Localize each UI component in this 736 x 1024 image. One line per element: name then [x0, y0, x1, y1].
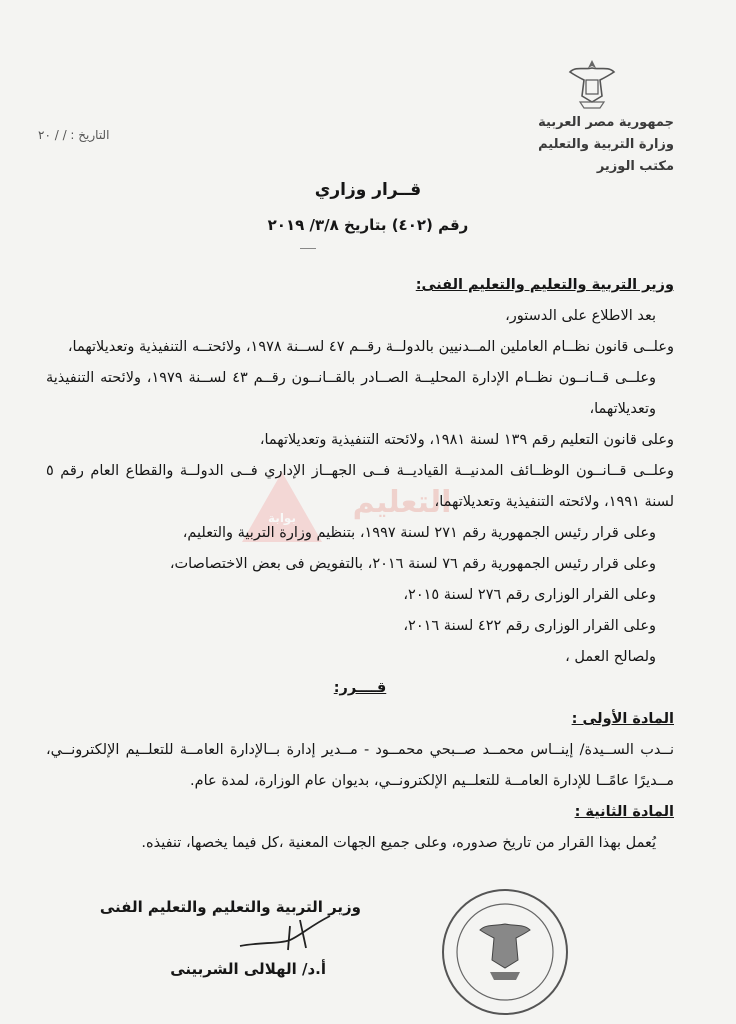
- preamble-line: وعلى قرار رئيس الجمهورية رقم ٧٦ لسنة ٢٠١٦، بالتفويض فى بعض الاختصاصات،: [169, 556, 656, 572]
- divider: [300, 248, 316, 249]
- article-1-text: نــدب الســيدة/ إينــاس محمــد صــبحي محمــود - مــدير إدارة بــالإدارة العامــة للتعلــيم الإلكترونــي، مــديرًا عامًــا للإدارة العامــة للتعلــيم الإلكترونــي، بديوان عام الوزارة، لمدة عام.: [46, 742, 674, 789]
- letterhead-country: جمهورية مصر العربية: [538, 115, 674, 130]
- article-1-title: المادة الأولى :: [571, 711, 674, 727]
- signatory-name: أ.د/ الهلالى الشربينى: [170, 960, 326, 978]
- preamble-line: وعلى القرار الوزارى رقم ٤٢٢ لسنة ٢٠١٦،: [403, 618, 656, 634]
- letterhead: [534, 112, 674, 178]
- preamble-line: وعلــى قانون نظــام العاملين المــدنيين بالدولــة رقــم ٤٧ لســنة ١٩٧٨، ولائحتــه التنفيذية وتعديلاتهما،: [67, 339, 674, 355]
- letterhead-office: مكتب الوزير: [596, 159, 674, 174]
- eagle-emblem-icon: [566, 56, 618, 112]
- preamble-line: وعلى القرار الوزارى رقم ٢٧٦ لسنة ٢٠١٥،: [403, 587, 656, 603]
- preamble-line: وعلــى قــانــون الوظــائف المدنيــة القياديــة فــى الجهــاز الإداري فــى الدولــة والقطاع العام رقم ٥ لسنة ١٩٩١، ولائحته التنفيذية وتعديلاتهما،: [46, 463, 674, 510]
- minister-heading: وزير التربية والتعليم والتعليم الفنى:: [415, 277, 674, 293]
- decree-title: قــرار وزاري: [314, 180, 422, 200]
- date-field: التاريخ : / / ٢٠: [38, 128, 110, 142]
- handwritten-signature: [230, 906, 340, 956]
- decree-body: [46, 270, 674, 859]
- article-2-title: المادة الثانية :: [574, 804, 674, 820]
- watermark-text: التعليم: [352, 485, 452, 520]
- article-2-text: يُعمل بهذا القرار من تاريخ صدوره، وعلى جميع الجهات المعنية ،كل فيما يخصها، تنفيذه.: [141, 835, 656, 851]
- official-seal-icon: [420, 880, 590, 1020]
- signatory-title: وزير التربية والتعليم والتعليم الفنى: [99, 898, 361, 916]
- preamble-line: وعلى قرار رئيس الجمهورية رقم ٢٧١ لسنة ١٩٩٧، بتنظيم وزارة التربية والتعليم،: [182, 525, 656, 541]
- decides-heading: قــــرر:: [333, 680, 387, 696]
- preamble-line: وعلــى قــانــون نظــام الإدارة المحليــة الصــادر بالقــانــون رقــم ٤٣ لســنة ١٩٧٩، ولائحته التنفيذية وتعديلاتهما،: [46, 370, 657, 417]
- watermark-subtext: بوابة: [268, 511, 296, 525]
- preamble-line: ولصالح العمل ،: [565, 649, 656, 665]
- decree-number: رقم (٤٠٢) بتاريخ ٣/٨/ ٢٠١٩: [267, 216, 469, 234]
- letterhead-ministry: وزارة التربية والتعليم: [538, 137, 674, 152]
- preamble-line: بعد الاطلاع على الدستور،: [505, 308, 656, 324]
- preamble-line: وعلى قانون التعليم رقم ١٣٩ لسنة ١٩٨١، ولائحته التنفيذية وتعديلاتهما،: [259, 432, 674, 448]
